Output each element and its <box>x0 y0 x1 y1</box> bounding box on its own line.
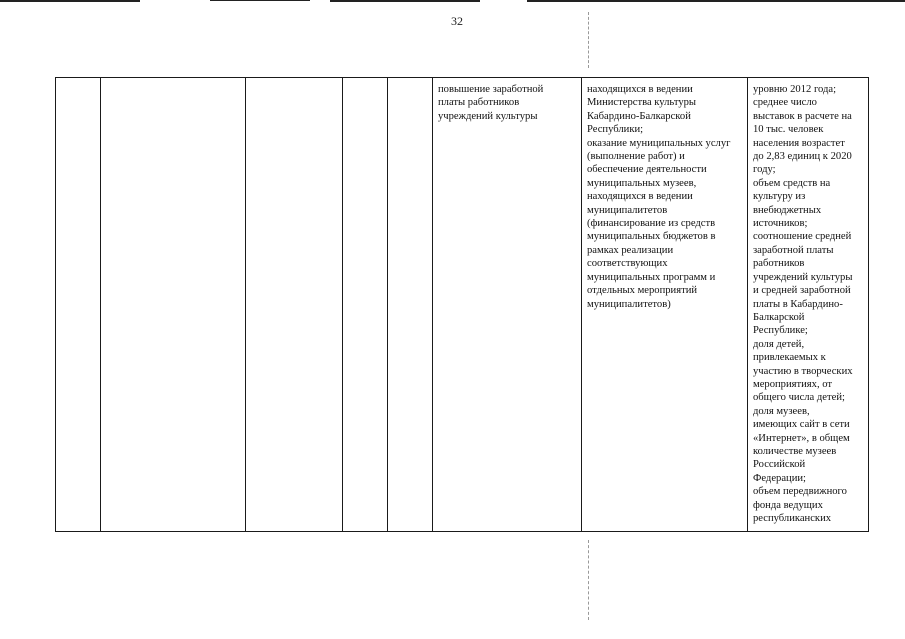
table-cell-indicators: уровню 2012 года; среднее число выставок в расчете на 10 тыс. человек населения возрастет до 2,83 единиц к 2020 году; объем средств на культуру из внебюджетных источников; соотношение средней заработной платы работников учреждений культуры и средней заработной платы в Кабардино- Балкарской Республике; доля детей, привлекаемых к участию в творческих мероприятиях, от общего числа детей; доля музеев, имеющих сайт в сети «Интернет», в общем количестве музеев Российской Федерации; объем передвижного фонда ведущих республиканских <box>748 78 869 532</box>
scan-dashed-mark <box>588 12 590 68</box>
table-cell <box>343 78 388 532</box>
table-cell <box>56 78 101 532</box>
table-cell-activity: повышение заработной платы работников учреждений культуры <box>433 78 582 532</box>
page-number: 32 <box>451 14 463 28</box>
table-cell-description: находящихся в ведении Министерства культуры Кабардино-Балкарской Республики; оказание муниципальных услуг (выполнение работ) и обеспечение деятельности муниципальных музеев, находящихся в ведении муниципалитетов (финансирование из средств муниципальных бюджетов в рамках реализации соответствующих муниципальных программ и отдельных мероприятий муниципалитетов) <box>582 78 748 532</box>
table-cell <box>101 78 246 532</box>
scan-dashed-mark <box>588 540 590 620</box>
document-table <box>55 77 869 532</box>
table-cell <box>388 78 433 532</box>
table-row <box>56 78 869 532</box>
table-cell <box>246 78 343 532</box>
scan-edge-line <box>330 0 480 2</box>
scan-edge-line <box>0 0 140 2</box>
scan-edge-line <box>527 0 905 2</box>
scan-edge-line <box>210 0 310 1</box>
